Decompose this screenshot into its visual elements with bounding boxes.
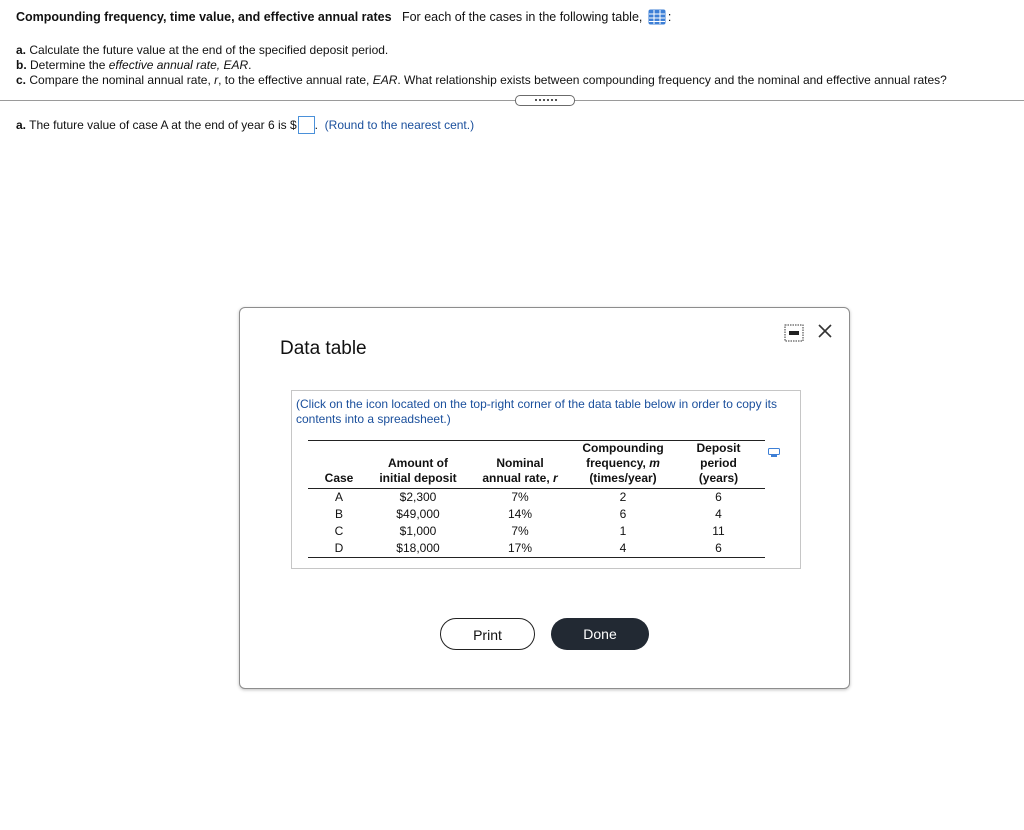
table-row: B $49,000 14% 6 4	[334, 507, 722, 521]
minimize-window-icon[interactable]	[784, 324, 804, 347]
col-deposit: Amount of initial deposit	[370, 441, 466, 489]
table-row: A $2,300 7% 2 6	[334, 490, 722, 504]
table-row: C $1,000 7% 1 11	[334, 524, 725, 538]
question-intro-end: :	[667, 10, 672, 24]
data-table	[308, 440, 765, 558]
col-period: Deposit period (years)	[672, 441, 765, 489]
copy-to-spreadsheet-icon[interactable]	[768, 445, 780, 463]
table-row: D $18,000 17% 4 6	[308, 540, 765, 558]
copy-instruction: (Click on the icon located on the top-right corner of the data table below in order to copy its contents into a spreadsheet.)	[296, 397, 777, 426]
close-icon[interactable]	[817, 323, 833, 344]
ellipsis-icon	[535, 99, 557, 101]
question-title: Compounding frequency, time value, and effective annual rates	[16, 10, 392, 24]
dialog-title: Data table	[280, 338, 367, 359]
part-c: c. Compare the nominal annual rate, r, to the effective annual rate, EAR. What relationship exists between compounding frequency and the nominal and effective annual rates?	[16, 73, 947, 87]
answer-input[interactable]	[298, 116, 315, 134]
data-table-dialog	[239, 307, 850, 689]
question-header	[16, 9, 671, 28]
answer-note: (Round to the nearest cent.)	[324, 118, 475, 132]
print-button[interactable]: Print	[440, 618, 535, 650]
done-button[interactable]: Done	[551, 618, 649, 650]
part-a: a. Calculate the future value at the end of the specified deposit period.	[16, 43, 389, 57]
answer-prefix: The future value of case A at the end of year 6 is $	[29, 118, 297, 132]
col-case: Case	[308, 441, 370, 489]
section-divider	[0, 100, 1024, 101]
table-grid-icon[interactable]	[648, 9, 666, 28]
expand-collapse-handle[interactable]	[515, 95, 575, 106]
question-intro: For each of the cases in the following table,	[401, 10, 643, 24]
question-parts	[16, 43, 947, 88]
data-table-panel	[291, 390, 801, 569]
col-rate: Nominal annual rate, r	[466, 441, 574, 489]
col-frequency: Compounding frequency, m (times/year)	[574, 441, 672, 489]
answer-line: a. The future value of case A at the end of year 6 is $ . (Round to the nearest cent.)	[16, 118, 475, 132]
part-b: b. Determine the effective annual rate, EAR.	[16, 58, 252, 72]
